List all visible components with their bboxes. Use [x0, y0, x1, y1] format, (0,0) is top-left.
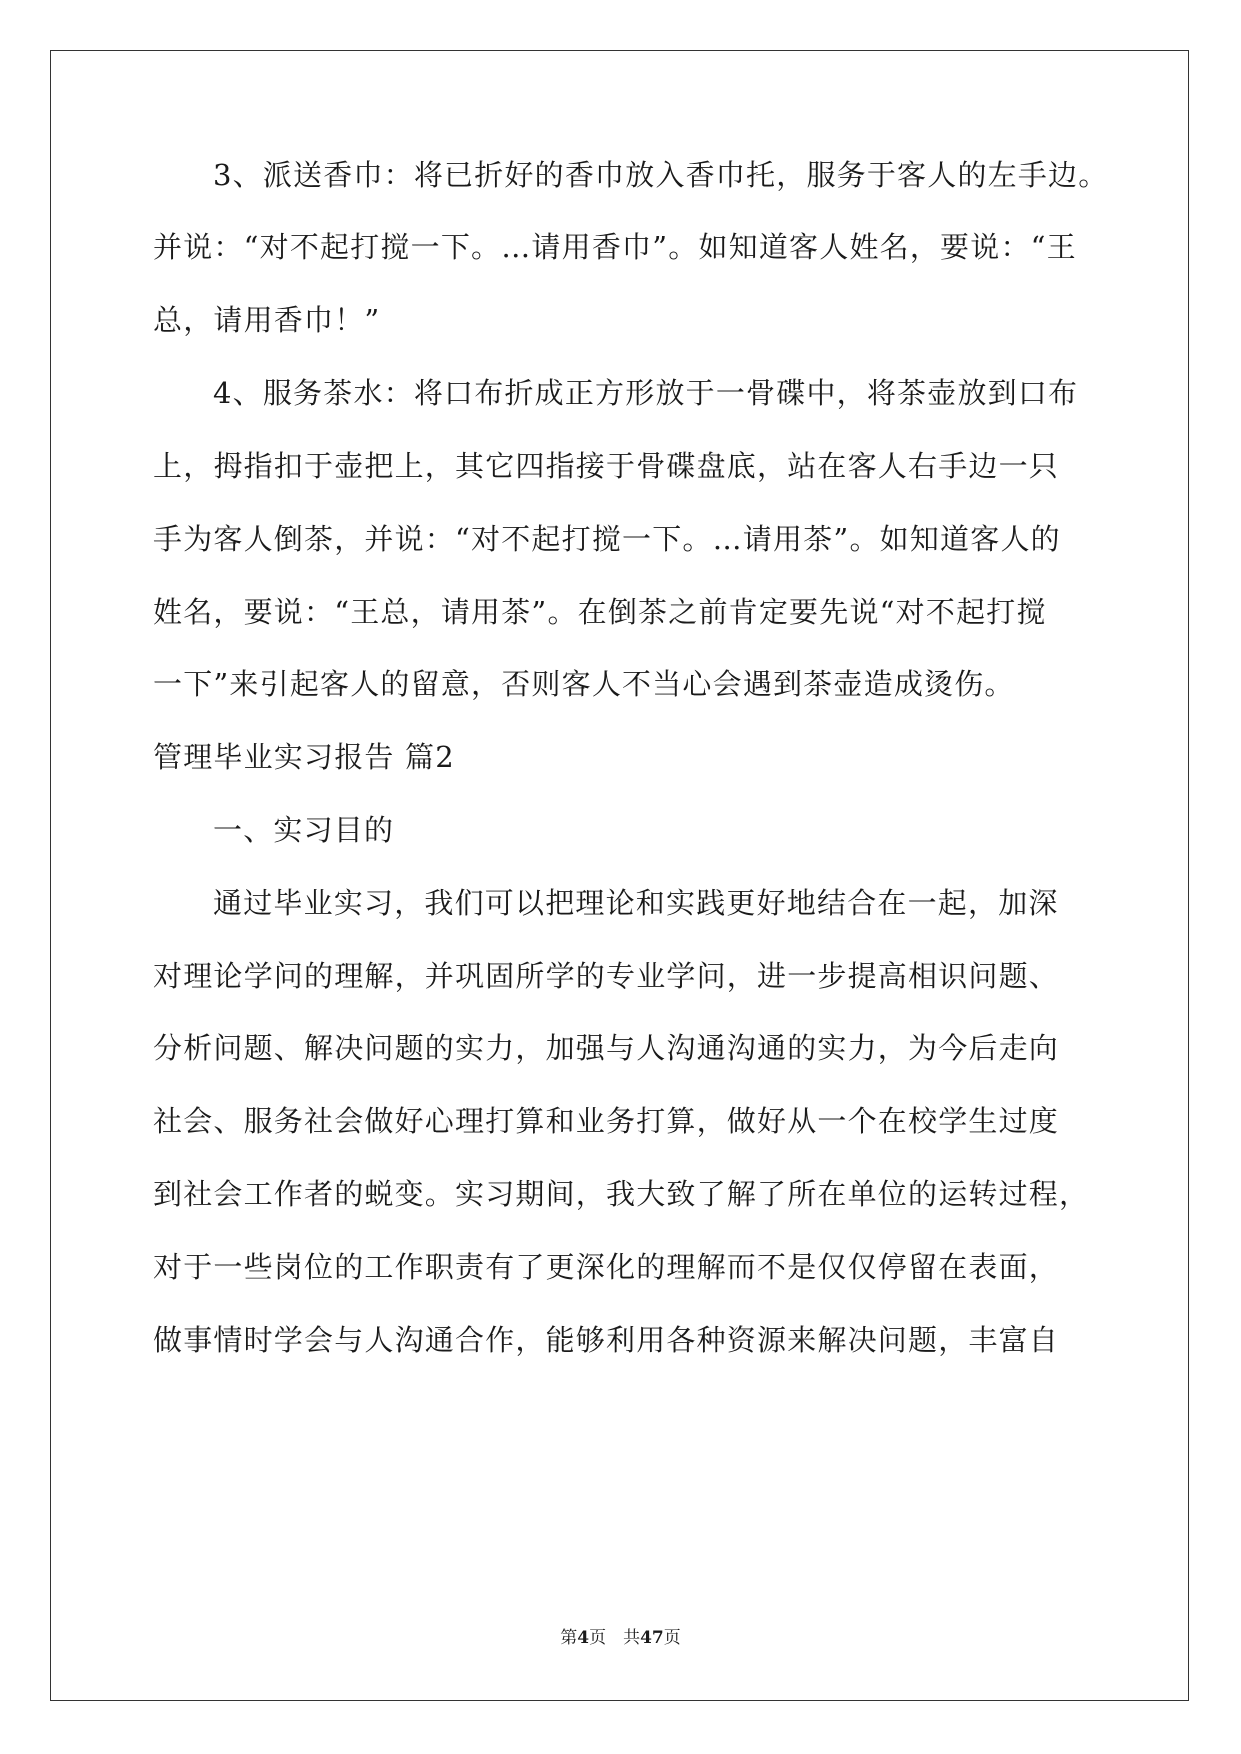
text-line: 对于一些岗位的工作职责有了更深化的理解而不是仅仅停留在表面，	[153, 1250, 1060, 1284]
text-line: 分析问题、解决问题的实力，加强与人沟通沟通的实力，为今后走向	[153, 1031, 1060, 1065]
text-line: 4、服务茶水：将口布折成正方形放于一骨碟中，将茶壶放到口布	[213, 376, 1079, 410]
subsection-heading: 一、实习目的	[213, 813, 395, 847]
text-line: 并说：“对不起打搅一下。…请用香巾”。如知道客人姓名，要说：“王	[153, 230, 1077, 264]
text-line: 姓名，要说：“王总，请用茶”。在倒茶之前肯定要先说“对不起打搅	[153, 595, 1047, 629]
text-line: 通过毕业实习，我们可以把理论和实践更好地结合在一起，加深	[213, 886, 1059, 920]
page-total: 47	[640, 1628, 664, 1648]
page-label-prefix: 第	[560, 1628, 578, 1648]
page-label-mid: 页 共	[589, 1628, 641, 1648]
section-heading: 管理毕业实习报告 篇2	[153, 740, 455, 774]
text-line: 上，拇指扣于壶把上，其它四指接于骨碟盘底，站在客人右手边一只	[153, 449, 1060, 483]
text-line: 一下”来引起客人的留意，否则客人不当心会遇到茶壶造成烫伤。	[153, 667, 1015, 701]
text-line: 社会、服务社会做好心理打算和业务打算，做好从一个在校学生过度	[153, 1104, 1060, 1138]
page-footer	[0, 1626, 1241, 1650]
text-line: 对理论学问的理解，并巩固所学的专业学问，进一步提高相识问题、	[153, 959, 1060, 993]
text-line: 到社会工作者的蜕变。实习期间，我大致了解了所在单位的运转过程，	[153, 1177, 1090, 1211]
text-line: 手为客人倒茶，并说：“对不起打搅一下。…请用茶”。如知道客人的	[153, 522, 1061, 556]
text-line: 做事情时学会与人沟通合作，能够利用各种资源来解决问题，丰富自	[153, 1323, 1060, 1357]
text-line: 3、派送香巾：将已折好的香巾放入香巾托，服务于客人的左手边。	[213, 158, 1109, 192]
page-current: 4	[577, 1628, 590, 1648]
page-label-suffix: 页	[663, 1628, 681, 1648]
text-line: 总，请用香巾！”	[153, 303, 381, 337]
page-border	[50, 50, 1189, 1701]
